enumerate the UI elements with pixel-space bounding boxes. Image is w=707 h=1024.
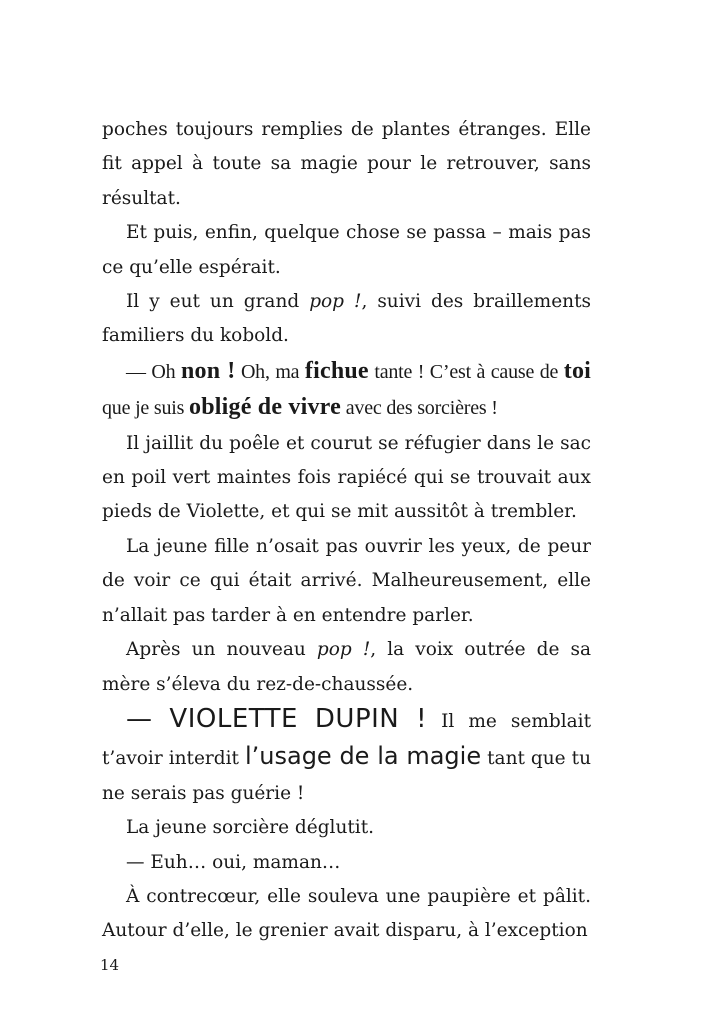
shout-segment-2: non ! [180,357,236,384]
paragraph-6 [102,530,591,633]
paragraph-8-mother-shout [102,702,591,811]
paragraph-7-emphasis: pop ! [316,639,371,661]
paragraph-4-kobold-shout [102,354,591,427]
shout-segment-3: Oh, ma [235,360,305,383]
paragraph-2-text: Et puis, enfin, quelque chose se passa – mais pas ce qu’elle espérait. [102,222,591,278]
mother-shout-segment-4: tant que tu ne serais pas guérie ! [102,748,591,804]
paragraph-7-after: , la voix outrée de sa mère s’éleva du rez-de-chaussée. [102,639,592,695]
shout-segment-7: que je suis [102,397,190,420]
paragraph-5-text: Il jaillit du poêle et courut se réfugier dans le sac en poil vert maintes fois rapiécé qui se trouvait aux pieds de Violette, et qui se mit aussitôt à trembler. [102,432,591,523]
paragraph-2 [102,216,591,285]
mother-shout-segment-3: l’usage de la magie [244,742,482,771]
paragraph-9-text: La jeune sorcière déglutit. [126,817,375,839]
paragraph-3 [102,285,591,354]
shout-segment-4: fichue [304,357,369,384]
shout-segment-9: avec des sorcières ! [340,397,498,420]
paragraph-3-before: Il y eut un grand [126,291,310,313]
paragraph-5 [102,427,591,530]
paragraph-7 [102,633,591,702]
paragraph-3-after: , suivi des braillements familiers du kobold. [102,291,592,347]
paragraph-7-before: Après un nouveau [126,639,317,661]
mother-shout-segment-2: Il me semblait t’avoir interdit [102,710,591,770]
paragraph-3-emphasis: pop ! [309,291,362,313]
paragraph-6-text: La jeune fille n’osait pas ouvrir les yeux, de peur de voir ce qui était arrivé. Malheureusement, elle n’allait pas tarder à en entendre parler. [102,535,591,626]
paragraph-9 [102,811,591,845]
paragraph-11-text: À contrecœur, elle souleva une paupière et pâlit. Autour d’elle, le grenier avait disparu, à l’exception [102,885,591,942]
paragraph-1-text: poches toujours remplies de plantes étranges. Elle fit appel à toute sa magie pour le retrouver, sans résultat. [102,119,591,209]
shout-segment-1: — Oh [126,360,181,383]
mother-shout-segment-1: — VIOLETTE DUPIN ! [126,703,428,734]
paragraph-1 [102,113,591,216]
shout-segment-8: obligé de vivre [189,394,341,421]
shout-segment-5: tante ! C’est à cause de [368,360,564,383]
paragraph-10 [102,846,591,880]
page-number: 14 [100,956,120,974]
shout-segment-6: toi [563,357,592,384]
body-text [102,113,591,949]
paragraph-10-text: — Euh… oui, maman… [126,851,341,873]
paragraph-11 [102,880,591,949]
